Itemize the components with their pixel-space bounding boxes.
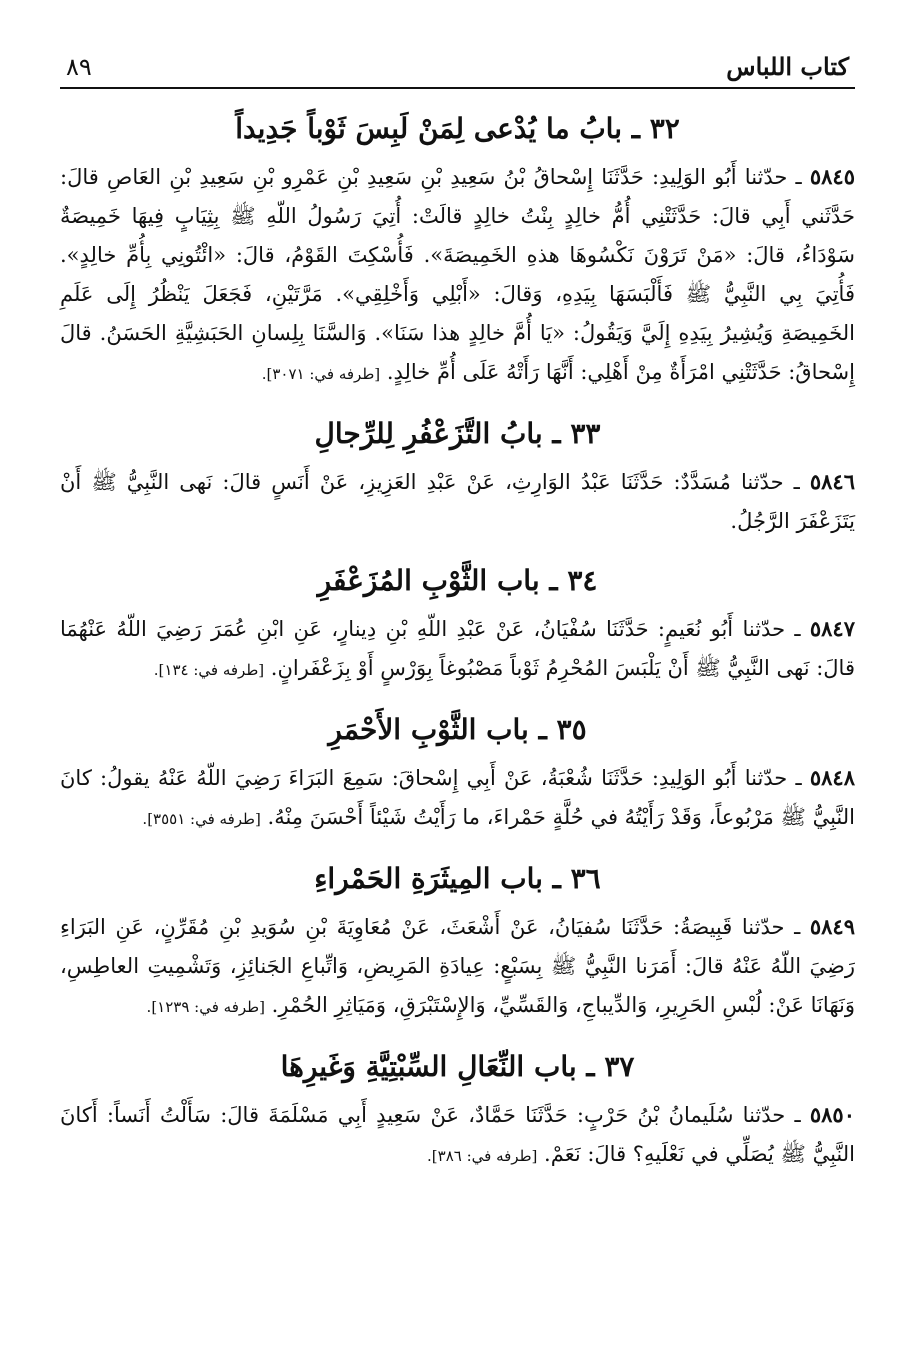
- running-header: [60, 52, 855, 89]
- book-title: كتاب اللباس: [726, 52, 849, 81]
- chapter-heading: ٣٧ ـ باب النِّعَالِ السِّبْتِيَّةِ وَغَيرِهَا: [280, 1050, 635, 1083]
- hadith-body: ـ حدّثنا أَبُو نُعَيمٍ: حَدَّثَنَا سُفْيَانُ، عَنْ عَبْدِ اللّهِ بْنِ دِينارٍ، عَنِ ابْنِ عُمَرَ رَضِيَ اللّهُ عَنْهُمَا قالَ: نَهى النَّبِيُّ ﷺ أَنْ يَلْبَسَ المُحْرِمُ ثَوْباً مَصْبُوغاً بِوَرْسٍ أَوْ بِزَعْفَرانٍ.: [60, 617, 855, 680]
- hadith-number: ٥٨٤٧: [809, 616, 855, 641]
- hadith-text: [60, 462, 855, 541]
- hadith-body: ـ حدّثنا قَبِيصَةُ: حَدَّثَنَا سُفيَانُ، عَنْ أَشْعَثَ، عَنْ مُعَاوِيَةَ بْنِ سُوَيدِ بْنِ مُقَرِّنٍ، عَنِ البَرَاءِ رَضِيَ اللّهُ عَنْهُ قالَ: أَمَرَنا النَّبِيُّ ﷺ بِسَبْعٍ: عِيادَةِ المَرِيضِ، وَاتِّباعِ الجَنائِزِ، وَتَشْمِيتِ العاطِسِ، وَنَهَانَا عَنْ: لُبْسِ الحَرِيرِ، وَالدِّيباجِ، وَالقَسِّيِّ، وَالإِسْتَبْرَقِ، وَمَيَاثِرِ الحُمْرِ.: [60, 915, 855, 1017]
- cross-reference: [طرفه في: ٣٥٥١].: [142, 810, 261, 828]
- cross-reference: [طرفه في: ١٣٤].: [153, 661, 265, 679]
- hadith-number: ٥٨٤٥: [809, 164, 855, 189]
- cross-reference: [طرفه في: ١٢٣٩].: [146, 998, 265, 1016]
- section-32: [60, 107, 855, 394]
- hadith-number: ٥٨٤٩: [809, 914, 855, 939]
- hadith-text: [60, 907, 855, 1027]
- hadith-text: [60, 758, 855, 839]
- cross-reference: [طرفه في: ٣٨٦].: [427, 1147, 538, 1165]
- section-34: [60, 559, 855, 690]
- chapter-heading: ٣٣ ـ بابُ التَّزَعْفُرِ لِلرِّجالِ: [314, 417, 601, 450]
- section-33: [60, 412, 855, 541]
- hadith-number: ٥٨٤٦: [809, 469, 855, 494]
- cross-reference: [طرفه في: ٣٠٧١].: [261, 365, 381, 383]
- hadith-body: ـ حدّثنا أَبُو الوَلِيدِ: حَدَّثَنَا شُعْبَةُ، عَنْ أَبِي إِسْحاقَ: سَمِعَ البَرَاءَ رَضِيَ اللّهُ عَنْهُ يقولُ: كانَ النَّبِيُّ ﷺ مَرْبُوعاً، وَقَدْ رَأَيْتُهُ في حُلَّةٍ حَمْراءَ، ما رَأَيْتُ شَيْئاً أَحْسَنَ مِنْهُ.: [60, 766, 855, 829]
- section-36: [60, 857, 855, 1027]
- section-37: [60, 1045, 855, 1176]
- hadith-text: [60, 1095, 855, 1176]
- chapter-heading: ٣٢ ـ بابُ ما يُدْعى لِمَنْ لَبِسَ ثَوْباً جَدِيداً: [235, 112, 680, 145]
- chapter-heading: ٣٤ ـ باب الثَّوْبِ المُزَعْفَرِ: [317, 564, 598, 597]
- hadith-number: ٥٨٤٨: [809, 765, 855, 790]
- hadith-number: ٥٨٥٠: [809, 1102, 855, 1127]
- hadith-text: [60, 157, 855, 394]
- page-number: ٨٩: [66, 53, 92, 81]
- hadith-body: ـ حدّثنا مُسَدَّدٌ: حَدَّثَنَا عَبْدُ الوَارِثِ، عَنْ عَبْدِ العَزِيزِ، عَنْ أَنَسٍ قالَ: نَهى النَّبِيُّ ﷺ أَنْ يَتَزَعْفَرَ الرَّجُلُ.: [60, 470, 855, 533]
- hadith-text: [60, 609, 855, 690]
- hadith-body: ـ حدّثنا أَبُو الوَلِيدِ: حَدَّثَنَا إِسْحاقُ بْنُ سَعِيدِ بْنِ سَعِيدِ بْنِ عَمْرِو بْنِ سَعِيدِ بْنِ العَاصِ قالَ: حَدَّثَني أَبِي قالَ: حَدَّثَتْنِي أُمُّ خالِدٍ بِنْتُ خالِدٍ قالَتْ: أُتِيَ رَسُولُ اللّهِ ﷺ بِثِيَابٍ فِيهَا خَمِيصَةٌ سَوْدَاءُ، قالَ: «مَنْ تَرَوْنَ نَكْسُوهَا هذهِ الخَمِيصَةَ». فَأُسْكِتَ القَوْمُ، قالَ: «ائْتُونِي بِأُمِّ خالِدٍ». فَأُتِيَ بِي النَّبِيُّ ﷺ فَأَلْبَسَهَا بِيَدِهِ، وَقالَ: «أَبْلِي وَأَخْلِقِي». مَرَّتَيْنِ، فَجَعَلَ يَنْظُرُ إِلَى عَلَمِ الخَمِيصَةِ وَيُشِيرُ بِيَدِهِ إِلَيَّ وَيَقُولُ: «يَا أُمَّ خالِدٍ هذا سَنَا». وَالسَّنَا بِلِسانِ الحَبَشِيَّةِ الحَسَنُ. قالَ إِسْحاقُ: حَدَّثَتْنِي امْرَأَةٌ مِنْ أَهْلِي: أَنَّهَا رَأَتْهُ عَلَى أُمِّ خالِدٍ.: [60, 165, 855, 384]
- hadith-body: ـ حدّثنا سُلَيمانُ بْنُ حَرْبٍ: حَدَّثَنَا حَمَّادٌ، عَنْ سَعِيدٍ أَبِي مَسْلَمَةَ قالَ: سَأَلْتُ أَنَساً: أَكانَ النَّبِيُّ ﷺ يُصَلِّي في نَعْلَيهِ؟ قالَ: نَعَمْ.: [60, 1103, 855, 1166]
- chapter-heading: ٣٦ ـ باب المِيثَرَةِ الحَمْراءِ: [314, 862, 601, 895]
- chapter-heading: ٣٥ ـ باب الثَّوْبِ الأَحْمَرِ: [328, 713, 587, 746]
- section-35: [60, 708, 855, 839]
